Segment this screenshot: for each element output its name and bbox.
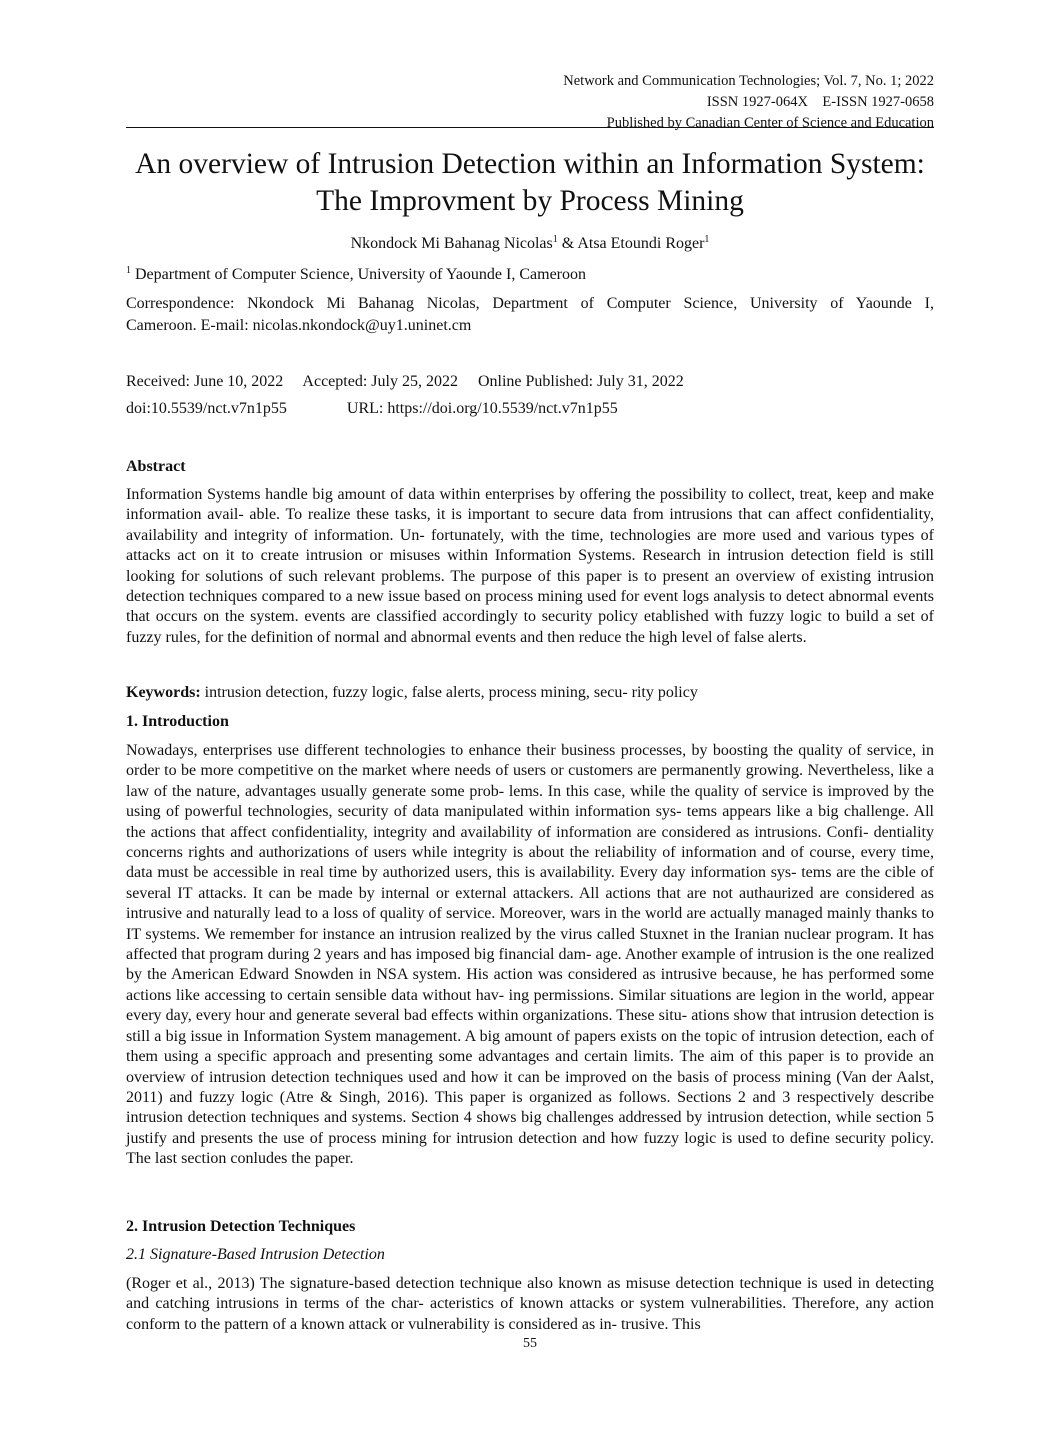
title-line-2: The Improvment by Process Mining [316, 185, 744, 217]
publication-dates [126, 373, 684, 391]
affiliation-text: Department of Computer Science, University of Yaounde I, Cameroon [131, 266, 587, 283]
publisher-line: Published by Canadian Center of Science and Education [606, 115, 934, 131]
author-2: Atsa Etoundi Roger [577, 235, 705, 252]
received-date: Received: June 10, 2022 [126, 373, 284, 390]
keywords-label: Keywords: [126, 684, 201, 701]
issn-line: ISSN 1927-064X E-ISSN 1927-0658 [706, 94, 934, 110]
page-number: 55 [523, 1336, 537, 1351]
correspondence-line-1: Correspondence: Nkondock Mi Bahanag Nicolas, Department of Computer Science, University of Yaounde I, [126, 295, 934, 312]
doi-line [126, 400, 618, 418]
doi-url[interactable]: URL: https://doi.org/10.5539/nct.v7n1p55 [346, 400, 618, 417]
author-separator: & [557, 235, 578, 252]
author-2-affil-mark: 1 [704, 234, 710, 245]
author-1: Nkondock Mi Bahanag Nicolas [350, 235, 553, 252]
abstract-text: Information Systems handle big amount of data within enterprises by offering the possibility to collect, treat, keep and make information avail- able. To realize these tasks, it is important to secure data from intrusions that can affect confidentiality, availability and integrity of information. Un- fortunately, with the time, technologies are more used and various types of attacks act on it to create intrusion or misuses within Information Systems. Research in intrusion detection field is still looking for solutions of such relevant problems. The purpose of this paper is to present an overview of existing intrusion detection techniques compared to a new issue based on process mining used for event logs analysis to detect abnormal events that occurs on the system. events are classified accordingly to security policy etablished with fuzzy logic to build a set of fuzzy rules, for the definition of normal and abnormal events and then reduce the high level of false alerts. [126, 486, 934, 646]
accepted-date: Accepted: July 25, 2022 [302, 373, 458, 390]
doi-text: doi:10.5539/nct.v7n1p55 [126, 400, 287, 417]
section-2-heading: 2. Intrusion Detection Techniques [126, 1218, 356, 1235]
journal-header [563, 71, 934, 134]
section-2-1-heading: 2.1 Signature-Based Intrusion Detection [126, 1246, 385, 1263]
title-line-1: An overview of Intrusion Detection within an Information System: [135, 148, 925, 180]
introduction-heading: 1. Introduction [126, 713, 229, 730]
section-2-1-text: (Roger et al., 2013) The signature-based detection technique also known as misuse detection technique is used in detecting and catching intrusions in terms of the char- acteristics of known attacks or system vulnerabilities. Therefore, any action conform to the pattern of a known attack or vulnerability is considered as in- trusive. This [126, 1275, 934, 1333]
paper-title [116, 146, 944, 220]
journal-name: Network and Communication Technologies; Vol. 7, No. 1; 2022 [563, 73, 934, 89]
affiliation [126, 266, 586, 284]
affiliation-mark: 1 [126, 265, 131, 276]
author-list [126, 235, 934, 253]
correspondence [126, 293, 934, 337]
abstract-heading: Abstract [126, 458, 186, 475]
correspondence-line-2: Cameroon. E-mail: nicolas.nkondock@uy1.uninet.cm [126, 317, 472, 334]
header-divider [126, 127, 934, 128]
author-1-affil-mark: 1 [552, 234, 558, 245]
keywords [126, 684, 698, 702]
published-date: Online Published: July 31, 2022 [477, 373, 684, 390]
introduction-text: Nowadays, enterprises use different technologies to enhance their business processes, by boosting the quality of service, in order to be more competitive on the market where needs of users or customers are permanently growing. Nevertheless, like a law of the nature, advantages usually generate some prob- lems. In this case, while the quality of service is improved by the using of powerful technologies, security of data manipulated within information sys- tems appears like a big challenge. All the actions that affect confidentiality, integrity and availability of information are considered as intrusions. Confi- dentiality concerns rights and authorizations of users while integrity is about the reliability of information and of course, every time, data must be accessible in real time by authorized users, this is availability. Every day information sys- tems are the cible of several IT attacks. It can be made by internal or external attackers. All actions that are not authaurized are considered as intrusive and naturally lead to a loss of quality of service. Moreover, wars in the world are actually managed mainly thanks to IT systems. We remember for instance an intrusion realized by the virus called Stuxnet in the Iranian nuclear program. It has affected that program during 2 years and has imposed big financial dam- age. Another example of intrusion is the one realized by the American Edward Snowden in NSA system. His action was considered as intrusive because, he has performed some actions like accessing to certain sensible data without hav- ing permissions. Similar situations are legion in the world, appear every day, every hour and generate several bad effects within organizations. These situ- ations show that intrusion detection is still a big issue in Information System management. A big amount of papers exists on the topic of intrusion detection, each of them using a specific approach and presenting some advantages and certain limits. The aim of this paper is to provide an overview of intrusion detection techniques used and how it can be improved on the basis of process mining (Van der Aalst, 2011) and fuzzy logic (Atre & Singh, 2016). This paper is organized as follows. Sections 2 and 3 respectively describe intrusion detection techniques and systems. Section 4 shows big challenges addressed by intrusion detection, while section 5 justify and presents the use of process mining for intrusion detection and how fuzzy logic is used to define security policy. The last section conludes the paper. [126, 742, 934, 1168]
keywords-text: intrusion detection, fuzzy logic, false alerts, process mining, secu- rity policy [200, 684, 698, 701]
